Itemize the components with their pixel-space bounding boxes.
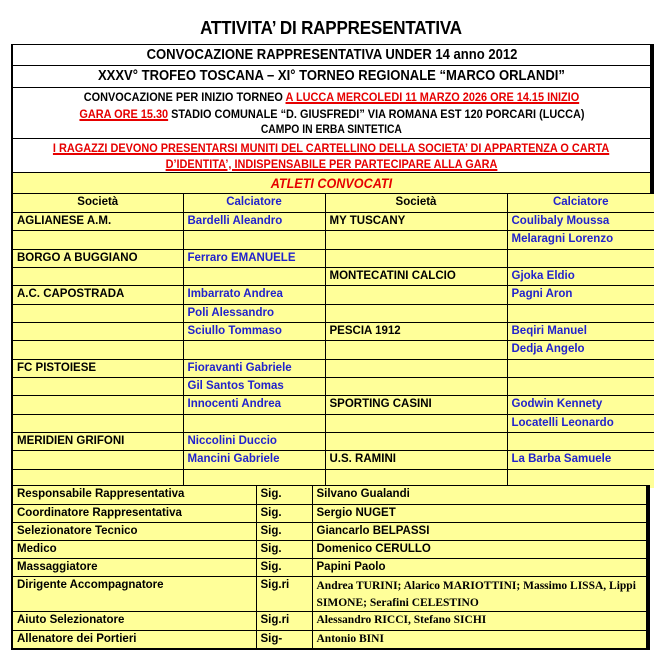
player-cell-left: Innocenti Andrea (183, 396, 325, 414)
player-cell-left: Gil Santos Tomas (183, 377, 325, 395)
club-cell-right: SPORTING CASINI (325, 396, 507, 414)
staff-names: Domenico CERULLO (312, 541, 646, 559)
staff-role: Allenatore dei Portieri (13, 630, 256, 648)
header-calciatore-1: Calciatore (183, 194, 325, 212)
club-cell-left: BORGO A BUGGIANO (13, 249, 183, 267)
club-cell-right (325, 432, 507, 450)
player-cell-left: Imbarrato Andrea (183, 286, 325, 304)
staff-names: Alessandro RICCI, Stefano SICHI (312, 612, 646, 630)
club-cell-left (13, 377, 183, 395)
club-cell-left (13, 231, 183, 249)
club-cell-right (325, 414, 507, 432)
player-cell-right: Coulibaly Moussa (507, 212, 654, 230)
player-row (13, 304, 654, 322)
convocation-match-time: GARA ORE 15.30 (78, 106, 168, 121)
player-cell-right: Gjoka Eldio (507, 267, 654, 285)
player-row (13, 377, 654, 395)
player-row (13, 451, 654, 469)
player-cell-right: Godwin Kennety (507, 396, 654, 414)
player-row (13, 396, 654, 414)
header-line-1-text: CONVOCAZIONE RAPPRESENTATIVA UNDER 14 anno 2012 (146, 47, 517, 63)
player-row (13, 212, 654, 230)
player-cell-right: Locatelli Leonardo (507, 414, 654, 432)
player-row (13, 267, 654, 285)
player-row (13, 359, 654, 377)
staff-names: Papini Paolo (312, 559, 646, 577)
staff-title: Sig- (256, 630, 312, 648)
club-cell-left (13, 267, 183, 285)
staff-row (13, 522, 646, 540)
player-row (13, 249, 654, 267)
club-cell-left (13, 304, 183, 322)
staff-row (13, 504, 646, 522)
player-cell-right: Melaragni Lorenzo (507, 231, 654, 249)
club-cell-right: PESCIA 1912 (325, 322, 507, 340)
club-cell-right: U.S. RAMINI (325, 451, 507, 469)
player-cell-left (183, 267, 325, 285)
player-row (13, 231, 654, 249)
staff-names: Andrea TURINI; Alarico MARIOTTINI; Massimo LISSA, Lippi SIMONE; Serafini CELESTINO (312, 577, 646, 612)
club-cell-right (325, 249, 507, 267)
club-cell-right: MY TUSCANY (325, 212, 507, 230)
player-cell-left (183, 231, 325, 249)
player-cell-right (507, 432, 654, 450)
convocation-details (13, 88, 650, 139)
staff-role: Medico (13, 541, 256, 559)
player-cell-right (507, 249, 654, 267)
club-cell-right (325, 304, 507, 322)
club-cell-left: FC PISTOIESE (13, 359, 183, 377)
staff-names: Sergio NUGET (312, 504, 646, 522)
convocation-date-time: A LUCCA MERCOLEDI 11 MARZO 2026 ORE 14.15 INIZIO (285, 90, 580, 104)
header-line-2-text: XXXV° TROFEO TOSCANA – XI° TORNEO REGIONALE “MARCO ORLANDI” (98, 68, 565, 84)
convocation-box (11, 44, 654, 488)
club-cell-left (13, 322, 183, 340)
warning-line-1: I RAGAZZI DEVONO PRESENTARSI MUNITI DEL CARTELLINO DELLA SOCIETA’ DI APPARTENZA O CARTA (53, 141, 610, 155)
club-cell-left (13, 341, 183, 359)
player-cell-left: Fioravanti Gabriele (183, 359, 325, 377)
staff-role: Coordinatore Rappresentativa (13, 504, 256, 522)
player-row (13, 432, 654, 450)
player-cell-left (183, 341, 325, 359)
player-cell-left: Mancini Gabriele (183, 451, 325, 469)
header-societa-2: Società (325, 194, 507, 212)
header-line-1 (13, 45, 650, 66)
staff-row (13, 577, 646, 612)
player-row (13, 414, 654, 432)
section-title-atleti (13, 173, 650, 194)
player-cell-right (507, 377, 654, 395)
player-cell-right: Dedja Angelo (507, 341, 654, 359)
player-cell-right: Pagni Aron (507, 286, 654, 304)
staff-role: Selezionatore Tecnico (13, 522, 256, 540)
staff-role: Responsabile Rappresentativa (13, 486, 256, 504)
header-calciatore-2: Calciatore (507, 194, 654, 212)
staff-row (13, 559, 646, 577)
staff-row (13, 486, 646, 504)
staff-names: Giancarlo BELPASSI (312, 522, 646, 540)
staff-row (13, 541, 646, 559)
staff-box (11, 485, 650, 650)
staff-title: Sig. (256, 504, 312, 522)
club-cell-right (325, 341, 507, 359)
club-cell-left (13, 451, 183, 469)
player-cell-left: Bardelli Aleandro (183, 212, 325, 230)
staff-title: Sig. (256, 541, 312, 559)
convocation-venue: STADIO COMUNALE “D. GIUSFREDI” VIA ROMANA EST 120 PORCARI (LUCCA) (167, 106, 585, 121)
staff-role: Aiuto Selezionatore (13, 612, 256, 630)
players-table-header (13, 194, 654, 212)
player-row (13, 286, 654, 304)
staff-table (13, 486, 646, 648)
player-cell-right (507, 304, 654, 322)
player-row (13, 322, 654, 340)
convocation-prefix: CONVOCAZIONE PER INIZIO TORNEO (83, 90, 286, 104)
club-cell-right (325, 359, 507, 377)
warning-notice (13, 139, 650, 173)
staff-role: Dirigente Accompagnatore (13, 577, 256, 612)
club-cell-left: AGLIANESE A.M. (13, 212, 183, 230)
staff-title: Sig.ri (256, 577, 312, 612)
warning-line-2: D’IDENTITA’, INDISPENSABILE PER PARTECIPARE ALLA GARA (165, 157, 498, 171)
staff-row (13, 630, 646, 648)
page-title: ATTIVITA’ DI RAPPRESENTATIVA (200, 17, 462, 38)
player-cell-left: Poli Alessandro (183, 304, 325, 322)
staff-title: Sig.ri (256, 612, 312, 630)
staff-names: Antonio BINI (312, 630, 646, 648)
player-cell-right (507, 359, 654, 377)
club-cell-left (13, 414, 183, 432)
club-cell-right (325, 231, 507, 249)
club-cell-left: MERIDIEN GRIFONI (13, 432, 183, 450)
club-cell-right (325, 286, 507, 304)
players-table (13, 194, 654, 488)
player-cell-left: Sciullo Tommaso (183, 322, 325, 340)
header-line-2 (13, 66, 650, 88)
section-title-text: ATLETI CONVOCATI (270, 175, 393, 191)
staff-title: Sig. (256, 486, 312, 504)
club-cell-left: A.C. CAPOSTRADA (13, 286, 183, 304)
staff-title: Sig. (256, 522, 312, 540)
club-cell-right: MONTECATINI CALCIO (325, 267, 507, 285)
club-cell-left (13, 396, 183, 414)
player-cell-left: Niccolini Duccio (183, 432, 325, 450)
convocation-pitch: CAMPO IN ERBA SINTETICA (260, 124, 403, 136)
staff-title: Sig. (256, 559, 312, 577)
player-cell-left: Ferraro EMANUELE (183, 249, 325, 267)
player-cell-left (183, 414, 325, 432)
staff-row (13, 612, 646, 630)
player-cell-right: La Barba Samuele (507, 451, 654, 469)
header-societa-1: Società (13, 194, 183, 212)
club-cell-right (325, 377, 507, 395)
player-cell-right: Beqiri Manuel (507, 322, 654, 340)
player-row (13, 341, 654, 359)
staff-role: Massaggiatore (13, 559, 256, 577)
staff-names: Silvano Gualandi (312, 486, 646, 504)
